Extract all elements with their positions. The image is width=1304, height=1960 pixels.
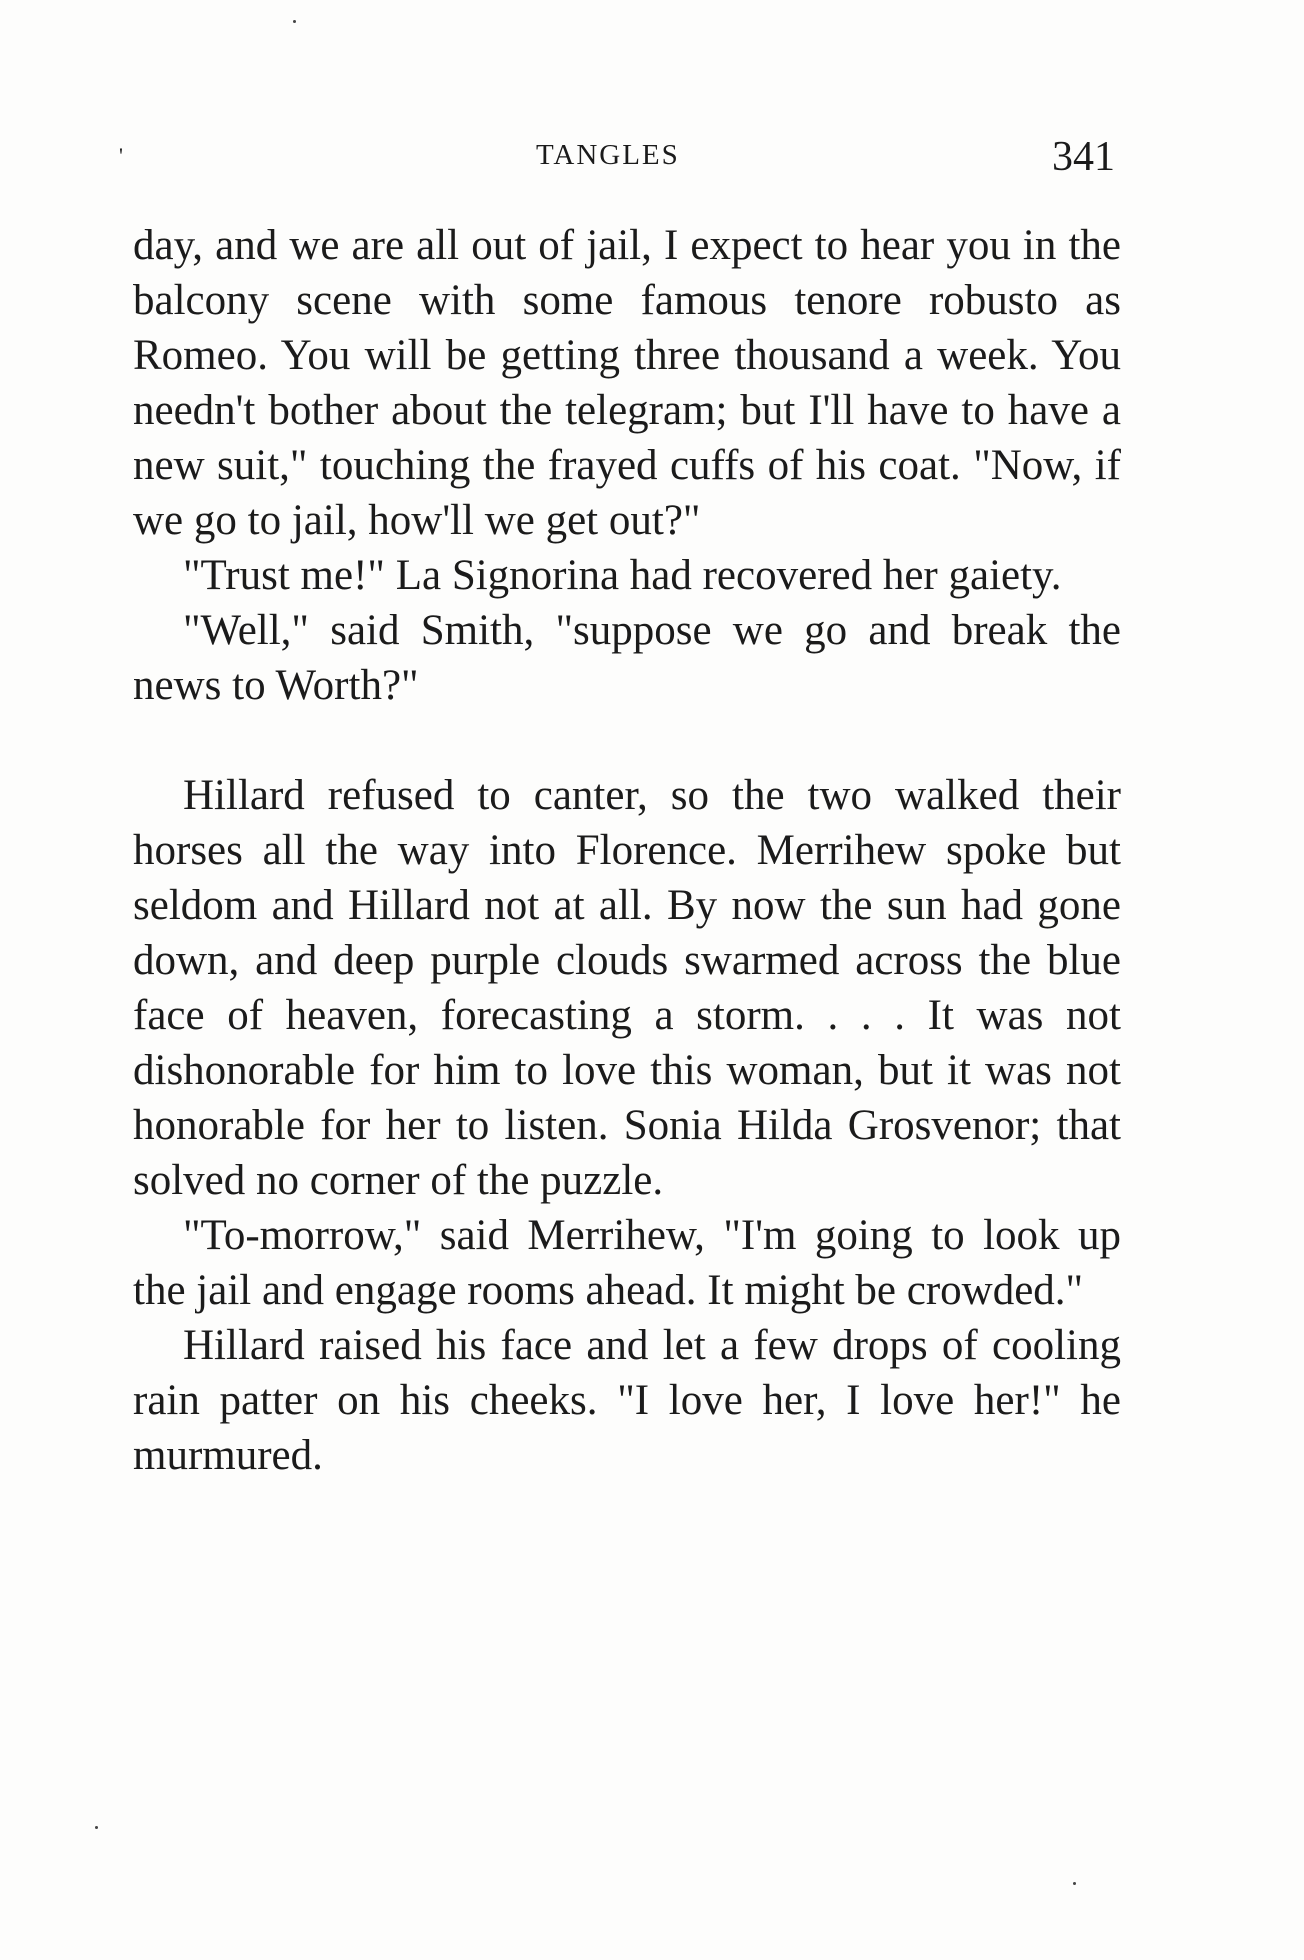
body-text [133, 218, 1121, 1483]
paragraph-section-start: Hillard refused to canter, so the two walked their horses all the way into Florence. Merrihew spoke but seldom and Hillard not at all. By now the sun had gone down, and deep purple clouds swarmed across the blue face of heaven, forecasting a storm. . . . It was not dishonorable for him to love this woman, but it was not honorable for her to listen. Sonia Hilda Grosvenor; that solved no corner of the puzzle. [133, 772, 1121, 1204]
running-head [0, 133, 1304, 183]
paragraph: "Trust me!" La Signorina had recovered her gaiety. [183, 552, 1062, 599]
paper-speck [293, 20, 296, 23]
paper-speck [95, 1826, 98, 1829]
running-title: TANGLES [536, 139, 680, 171]
paragraph: "To-morrow," said Merrihew, "I'm going to look up the jail and engage rooms ahead. It might be crowded." [133, 1212, 1121, 1314]
paper-speck [1073, 1882, 1076, 1885]
page-number: 341 [1052, 134, 1115, 180]
paragraph-continued: day, and we are all out of jail, I expect to hear you in the balcony scene with some famous tenore robusto as Romeo. You will be getting three thousand a week. You needn't bother about the telegram; but I'll have to have a new suit," touching the frayed cuffs of his coat. "Now, if we go to jail, how'll we get out?" [133, 222, 1121, 544]
paragraph: "Well," said Smith, "suppose we go and break the news to Worth?" [133, 607, 1121, 709]
printer-mark: ' [119, 143, 123, 168]
paragraph: Hillard raised his face and let a few drops of cooling rain patter on his cheeks. "I love her, I love her!" he murmured. [133, 1322, 1121, 1479]
